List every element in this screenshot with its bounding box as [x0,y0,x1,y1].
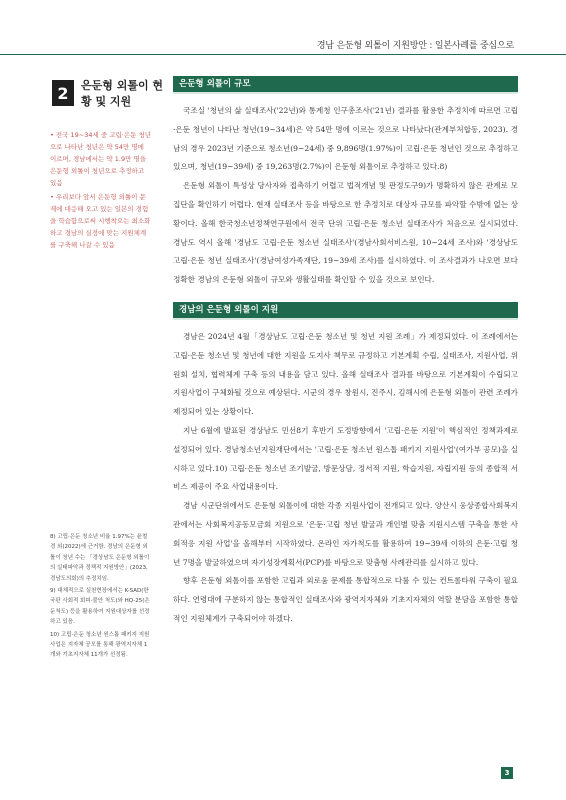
footnotes [50,532,150,663]
summary-bullet: • 우리보다 앞서 은둔형 외톨이 문제에 대응해 오고 있는 일본의 경험을 학습함으로써 시행착오는 최소화하고 경남의 실정에 맞는 지원체계를 구축해 나갈 수 있음 [50,193,151,249]
subsection-heading-scale: 은둔형 외톨이 규모 [173,76,518,94]
summary-bullet: • 전국 19~34세 중 고립·은둔 청년으로 나타난 청년은 약 54만 명에 이르며, 경남에서는 약 1.9만 명을 은둔형 외톨이 청년으로 추정하고 있음 [50,131,152,187]
paragraph: 향후 은둔형 외톨이를 포함한 고립과 외로움 문제를 통합적으로 다룰 수 있는 컨트롤타워 구축이 필요하다. 연령대에 구분하지 않는 통합적인 실태조사와 광역지자체와 기초지자체의 역할 분담을 포함한 통합적인 지원체계가 구축되어야 하겠다. [173,576,518,623]
section-number: 2 [52,80,74,106]
paragraph: 지난 6월에 발표된 경상남도 민선8기 후반기 도정방향에서 '고립·은둔 지원'이 핵심적인 정책과제로 설정되어 있다. 경남청소년지원재단에서는 '고립·은둔 청소년 원스톱 패키지 지원사업'(여가부 공모)을 실시하고 있다.10) 고립·은둔 청소년 조기발굴, 방문상담, 정서적 지원, 학습지원, 자립지원 등의 종합적 서비스 제공이 주요 사업내용이다. [173,425,518,492]
summary-bullets [50,129,152,253]
running-header: 경남 은둔형 외톨이 지원방안 : 일본사례를 중심으로 [316,41,514,51]
main-content [173,76,518,629]
page-number: 3 [501,767,513,779]
section-title: 은둔형 외톨이 현황 및 지원 [81,79,164,108]
subsection-heading-support: 경남의 은둔형 외톨이 지원 [173,302,518,320]
footnote: 9) 대체적으로 실천현장에서는 K-SAD(한국판 사회적 회피·불안 척도)와 HQ-25(은둔척도) 등을 활용하여 지원대상자를 선정하고 있음. [50,588,150,626]
footnote: 8) 고립·은둔 청소년 비율 1.97%는 윤철경 외(2022)에 근거함. 경남의 은둔형 외톨이 청년 수는 「경상남도 은둔형 외톨이의 실태파악과 정책적 지원방안」(2023, 경남도의회)의 추정치임. [50,534,150,582]
paragraph: 경남 시군단위에서도 은둔형 외톨이에 대한 각종 지원사업이 전개되고 있다. 양산시 웅상종합사회복지관에서는 사회복지공동모금회 지원으로 '은둔·고립 청년 발굴과 개인별 맞춤 지원시스템 구축을 통한 사회적응 지원 사업'을 올해부터 시작하였다. 온라인 자가척도를 활용하여 19~39세 이하의 은둔·고립 청년 7명을 발굴하였으며 자기성장계획서(PCP)를 바탕으로 맞춤형 사례관리를 실시하고 있다. [173,501,518,567]
paragraph: 국조실 '청년의 삶 실태조사('22년)와 통계청 인구총조사('21년) 결과를 활용한 추정치에 따르면 고립·은둔 청년이 나타난 청년(19~34세)은 약 54만 명에 이르는 것으로 나타났다(관계부처합동, 2023). 경남의 경우 2023년 기준으로 청소년(9~24세) 중 9,896명(1.97%)이 고립·은둔 청년인 것으로 추정하고 있으며, 청년(19~39세) 중 19,263명(2.7%)이 은둔형 외톨이로 추정하고 있다.8) [173,106,518,172]
paragraph: 경남은 2024년 4월「경상남도 고립·은둔 청소년 및 청년 지원 조례」가 제정되었다. 이 조례에서는 고립·은둔 청소년 및 청년에 대한 지원을 도지사 책무로 규정하고 기본계획 수립, 실태조사, 지원사업, 위원회 설치, 협력체계 구축 등의 내용을 담고 있다. 올해 실태조사 결과를 바탕으로 기본계획이 수립되고 지원사업이 구체화될 것으로 예상된다. 시군의 경우 창원시, 진주시, 김해시에 은둔형 외톨이 관련 조례가 제정되어 있는 상황이다. [173,331,518,417]
header-rule [0,54,566,55]
footnote: 10) 고립·은둔 청소년 원스톱 패키지 지원사업은 지자체 공모를 통해 광역지자체 1개와 기초지자체 11개가 선정됨. [50,631,150,659]
paragraph: 은둔형 외톨이 특성상 당사자와 접촉하기 어렵고 법적개념 및 판정도구9)가 명확하지 않은 관계로 모집단을 확인하기 어렵다. 현재 실태조사 등을 바탕으로 한 추정치로 대상자 규모를 파악할 수밖에 없는 상황이다. 올해 한국청소년정책연구원에서 전국 단위 고립·은둔 청소년 실태조사가 처음으로 실시되었다. 경남도 역시 올해 '경남도 고립·은둔 청소년 실태조사'(경남사회서비스원, 10~24세 조사)와 '경상남도 고립·은둔 청년 실태조사'(경남여성가족재단, 19~39세 조사)를 실시하였다. 이 조사결과가 나오면 보다 정확한 경남의 은둔형 외톨이 규모와 생활실태를 확인할 수 있을 것으로 보인다. [173,181,518,285]
